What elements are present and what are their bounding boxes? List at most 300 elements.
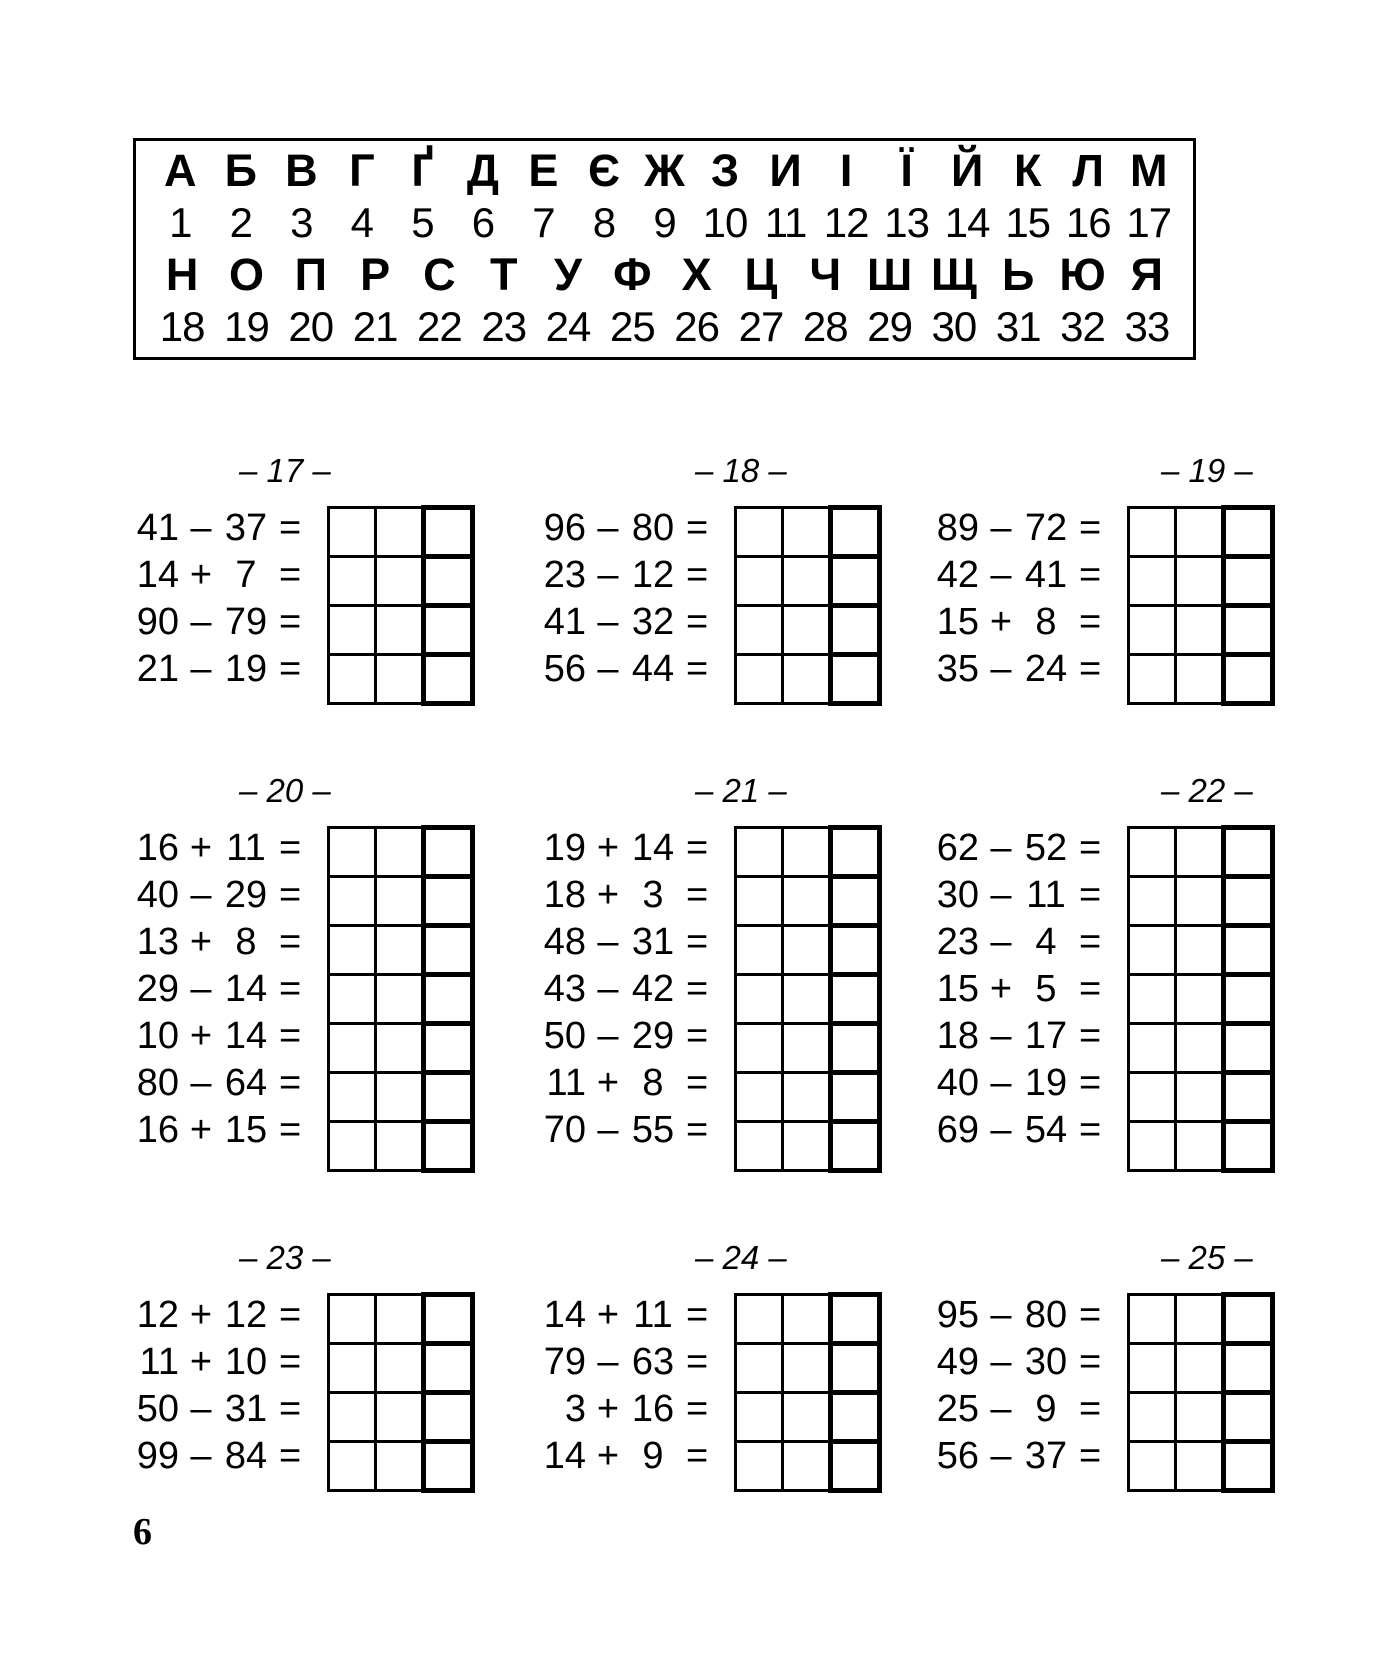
answer-cell: [783, 877, 831, 926]
equation-row: [133, 919, 305, 966]
group-body: [933, 505, 1283, 706]
answer-cell-result: [831, 1442, 880, 1491]
alphabet-numbers-row-2: [150, 301, 1179, 353]
answer-cell-result: [831, 1122, 880, 1171]
alphabet-letter: Е: [528, 145, 559, 196]
equation-row: [933, 1107, 1105, 1154]
alphabet-letter: О: [228, 249, 264, 300]
group-title: – 17 –: [239, 452, 331, 489]
operator: –: [597, 1341, 619, 1383]
alphabet-number: 10: [702, 199, 748, 246]
equation-row: [540, 1292, 712, 1339]
alphabet-number: 20: [288, 303, 334, 350]
answer-cell-result: [424, 828, 473, 877]
operator: –: [597, 601, 619, 643]
operator: +: [189, 1109, 213, 1151]
alphabet-letter: П: [294, 249, 327, 300]
answer-cell: [329, 1024, 376, 1073]
exercise-group: [540, 1236, 890, 1493]
equals-sign: =: [1079, 507, 1102, 549]
operand-second: 5: [1035, 968, 1057, 1010]
answer-cell: [376, 655, 424, 704]
answer-cell: [376, 1073, 424, 1122]
exercise-group: [133, 449, 483, 706]
operand-first: 16: [136, 827, 179, 869]
answer-grid-row: [329, 975, 473, 1024]
operand-second: 8: [1035, 601, 1057, 643]
equals-sign: =: [686, 1435, 709, 1477]
operator: +: [596, 1388, 620, 1430]
operand-first: 18: [936, 1015, 979, 1057]
alphabet-number: 31: [995, 303, 1041, 350]
answer-cell: [1129, 828, 1176, 877]
alphabet-letter: Ю: [1059, 249, 1106, 300]
equation-row: [133, 966, 305, 1013]
answer-grid: [1127, 505, 1275, 706]
operand-second: 11: [1026, 874, 1066, 916]
answer-cell-result: [424, 1295, 473, 1344]
equation-row: [933, 552, 1105, 599]
operand-first: 11: [139, 1341, 179, 1383]
answer-cell-result: [831, 926, 880, 975]
equals-sign: =: [1079, 1435, 1102, 1477]
answer-cell-result: [424, 926, 473, 975]
answer-cell: [783, 508, 831, 557]
answer-cell: [1176, 557, 1224, 606]
group-title: – 21 –: [695, 772, 787, 809]
exercise-group: [133, 1236, 483, 1493]
operand-first: 50: [543, 1015, 586, 1057]
alphabet-letter: Ч: [809, 249, 842, 300]
answer-cell: [736, 606, 783, 655]
alphabet-letter: Я: [1130, 249, 1164, 300]
operator: –: [990, 1435, 1012, 1477]
answer-cell: [1176, 1344, 1224, 1393]
answer-cell: [376, 1122, 424, 1171]
answer-cell: [783, 1024, 831, 1073]
answer-grid-row: [329, 828, 473, 877]
answer-cell: [1129, 606, 1176, 655]
answer-grid-row: [1129, 975, 1273, 1024]
alphabet-number: 19: [224, 303, 269, 350]
answer-cell: [1129, 655, 1176, 704]
equals-sign: =: [686, 968, 709, 1010]
answer-cell-result: [1224, 1122, 1273, 1171]
equation-row: [933, 1433, 1105, 1480]
operand-first: 13: [136, 921, 179, 963]
answer-cell: [1176, 828, 1224, 877]
answer-cell: [1176, 606, 1224, 655]
answer-grid-row: [736, 877, 880, 926]
group-body: [933, 1292, 1283, 1493]
operand-first: 48: [543, 921, 586, 963]
answer-cell: [736, 926, 783, 975]
answer-grid: [1127, 1292, 1275, 1493]
answer-grid: [327, 1292, 475, 1493]
operator: +: [596, 1062, 620, 1104]
operator: –: [597, 507, 619, 549]
exercise-group: [933, 1236, 1283, 1493]
operand-first: 18: [543, 874, 586, 916]
answer-grid-row: [1129, 1122, 1273, 1171]
answer-cell: [1129, 1073, 1176, 1122]
answer-cell-result: [424, 1073, 473, 1122]
operand-first: 30: [936, 874, 979, 916]
answer-cell: [376, 1442, 424, 1491]
equation-row: [540, 1107, 712, 1154]
operand-second: 11: [226, 827, 266, 869]
equals-sign: =: [279, 1388, 302, 1430]
alphabet-number: 27: [738, 303, 784, 350]
equation-row: [133, 646, 305, 693]
operand-second: 42: [631, 968, 675, 1010]
alphabet-number: 13: [884, 199, 929, 246]
answer-grid-row: [329, 1073, 473, 1122]
alphabet-table: [133, 138, 1196, 360]
answer-grid-row: [1129, 1295, 1273, 1344]
answer-cell-result: [831, 1024, 880, 1073]
equals-sign: =: [279, 1062, 302, 1104]
alphabet-letter: Ж: [644, 145, 685, 196]
operand-second: 84: [224, 1435, 268, 1477]
answer-grid-row: [329, 1393, 473, 1442]
equation-row: [933, 1386, 1105, 1433]
operator: +: [189, 1015, 213, 1057]
answer-cell-result: [831, 655, 880, 704]
answer-cell: [329, 1442, 376, 1491]
answer-grid: [327, 505, 475, 706]
answer-cell: [736, 1344, 783, 1393]
operand-first: 10: [136, 1015, 179, 1057]
operand-second: 19: [224, 648, 268, 690]
operand-second: 14: [631, 827, 675, 869]
equations-column: [133, 825, 305, 1154]
answer-cell: [1176, 508, 1224, 557]
alphabet-number: 26: [674, 303, 720, 350]
alphabet-letter: Ф: [613, 249, 652, 300]
answer-cell: [329, 1393, 376, 1442]
operator: –: [597, 648, 619, 690]
operand-first: 23: [543, 554, 586, 596]
answer-cell-result: [1224, 877, 1273, 926]
alphabet-letters-row-2: [150, 249, 1179, 301]
equals-sign: =: [686, 1294, 709, 1336]
answer-cell: [329, 1073, 376, 1122]
operator: –: [990, 1341, 1012, 1383]
answer-cell-result: [424, 1024, 473, 1073]
equals-sign: =: [279, 1294, 302, 1336]
answer-cell-result: [831, 1073, 880, 1122]
operator: –: [597, 554, 619, 596]
answer-cell-result: [424, 1344, 473, 1393]
operator: –: [190, 968, 212, 1010]
operator: +: [596, 874, 620, 916]
answer-cell: [376, 1393, 424, 1442]
answer-grid-row: [1129, 877, 1273, 926]
answer-cell: [376, 975, 424, 1024]
equals-sign: =: [279, 1341, 302, 1383]
answer-cell: [1129, 877, 1176, 926]
equations-column: [540, 505, 712, 693]
equals-sign: =: [279, 601, 302, 643]
equation-row: [540, 966, 712, 1013]
operator: –: [990, 1388, 1012, 1430]
operand-second: 54: [1024, 1109, 1068, 1151]
operand-second: 31: [631, 921, 675, 963]
group-title: – 20 –: [239, 772, 331, 809]
alphabet-number: 25: [609, 303, 655, 350]
answer-cell-result: [831, 1295, 880, 1344]
alphabet-letter: Г: [349, 145, 375, 196]
equals-sign: =: [686, 921, 709, 963]
operator: +: [189, 554, 213, 596]
equals-sign: =: [686, 827, 709, 869]
operator: +: [596, 827, 620, 869]
equation-row: [133, 1013, 305, 1060]
answer-cell-result: [424, 1442, 473, 1491]
operand-first: 42: [936, 554, 979, 596]
operand-second: 63: [631, 1341, 675, 1383]
equation-row: [933, 599, 1105, 646]
answer-cell: [736, 828, 783, 877]
answer-cell: [1176, 1024, 1224, 1073]
alphabet-number: 5: [411, 199, 434, 246]
equation-row: [540, 552, 712, 599]
operand-second: 11: [633, 1294, 673, 1336]
operand-second: 41: [1024, 554, 1068, 596]
answer-cell-result: [831, 557, 880, 606]
operand-second: 44: [631, 648, 675, 690]
equals-sign: =: [686, 1341, 709, 1383]
answer-cell: [329, 877, 376, 926]
group-title: – 19 –: [1161, 452, 1253, 489]
equals-sign: =: [279, 1109, 302, 1151]
answer-cell-result: [424, 508, 473, 557]
alphabet-letter: Ь: [1002, 249, 1035, 300]
operand-second: 32: [631, 601, 675, 643]
answer-grid-row: [736, 1295, 880, 1344]
answer-grid-row: [329, 926, 473, 975]
answer-grid-row: [736, 508, 880, 557]
equals-sign: =: [1079, 1294, 1102, 1336]
group-title: – 18 –: [695, 452, 787, 489]
operand-first: 15: [936, 601, 979, 643]
operand-second: 14: [224, 1015, 268, 1057]
equation-row: [133, 1433, 305, 1480]
exercise-group: [540, 449, 890, 706]
group-body: [933, 825, 1283, 1173]
alphabet-letter: Щ: [930, 249, 977, 300]
operator: –: [990, 921, 1012, 963]
alphabet-numbers-row-1: [150, 197, 1179, 249]
alphabet-number: 22: [417, 303, 462, 350]
operator: +: [596, 1435, 620, 1477]
answer-cell: [736, 1393, 783, 1442]
answer-cell: [1176, 1073, 1224, 1122]
operand-first: 15: [936, 968, 979, 1010]
answer-cell: [1176, 655, 1224, 704]
equation-row: [540, 1060, 712, 1107]
operator: +: [189, 921, 213, 963]
operand-second: 12: [224, 1294, 268, 1336]
alphabet-letter: Х: [681, 249, 712, 300]
equals-sign: =: [1079, 554, 1102, 596]
answer-cell: [783, 1295, 831, 1344]
answer-cell-result: [1224, 975, 1273, 1024]
alphabet-letter: М: [1129, 145, 1168, 196]
equals-sign: =: [279, 1015, 302, 1057]
equation-row: [933, 919, 1105, 966]
answer-cell: [736, 1295, 783, 1344]
equation-row: [933, 646, 1105, 693]
answer-cell-result: [831, 975, 880, 1024]
exercise-group: [540, 769, 890, 1173]
group-body: [133, 505, 483, 706]
equals-sign: =: [279, 921, 302, 963]
equals-sign: =: [1079, 1109, 1102, 1151]
operand-second: 19: [1024, 1062, 1068, 1104]
group-title: – 23 –: [239, 1239, 331, 1276]
operand-second: 52: [1024, 827, 1068, 869]
answer-cell-result: [1224, 655, 1273, 704]
answer-cell: [376, 508, 424, 557]
alphabet-letter: Ґ: [411, 145, 434, 196]
answer-cell-result: [831, 1344, 880, 1393]
alphabet-number: 14: [944, 199, 990, 246]
equation-row: [540, 872, 712, 919]
alphabet-letter: У: [554, 249, 583, 300]
group-body: [540, 505, 890, 706]
operator: –: [990, 1109, 1012, 1151]
operand-first: 69: [936, 1109, 979, 1151]
operand-second: 15: [224, 1109, 268, 1151]
equations-column: [933, 505, 1105, 693]
equation-row: [540, 505, 712, 552]
alphabet-letter: Л: [1072, 145, 1104, 196]
answer-cell-result: [424, 975, 473, 1024]
answer-cell: [329, 1122, 376, 1171]
equals-sign: =: [686, 1109, 709, 1151]
operator: –: [990, 827, 1012, 869]
answer-cell: [736, 557, 783, 606]
operand-first: 14: [543, 1435, 586, 1477]
alphabet-letter: З: [710, 145, 740, 196]
operator: +: [189, 1341, 213, 1383]
operator: –: [990, 874, 1012, 916]
answer-grid-row: [329, 655, 473, 704]
answer-cell-result: [424, 557, 473, 606]
equals-sign: =: [279, 648, 302, 690]
alphabet-number: 6: [471, 199, 495, 246]
alphabet-number: 16: [1065, 199, 1111, 246]
answer-cell: [376, 1295, 424, 1344]
operand-first: 70: [543, 1109, 586, 1151]
operand-second: 8: [235, 921, 257, 963]
answer-cell: [1129, 557, 1176, 606]
alphabet-letter: Д: [466, 145, 499, 196]
equals-sign: =: [686, 554, 709, 596]
answer-cell: [783, 1393, 831, 1442]
equation-row: [933, 1060, 1105, 1107]
equals-sign: =: [279, 554, 302, 596]
equals-sign: =: [279, 1435, 302, 1477]
answer-cell: [783, 975, 831, 1024]
equals-sign: =: [279, 874, 302, 916]
answer-cell: [376, 1344, 424, 1393]
group-body: [133, 825, 483, 1173]
answer-cell-result: [424, 1393, 473, 1442]
alphabet-number: 33: [1124, 303, 1170, 350]
answer-grid-row: [1129, 1073, 1273, 1122]
operand-first: 79: [543, 1341, 586, 1383]
operator: –: [990, 1294, 1012, 1336]
operand-second: 14: [224, 968, 268, 1010]
alphabet-letter: Б: [224, 145, 257, 196]
operand-second: 24: [1024, 648, 1068, 690]
answer-grid-row: [329, 1344, 473, 1393]
answer-grid-row: [329, 1442, 473, 1491]
answer-cell: [736, 655, 783, 704]
answer-cell: [1176, 1122, 1224, 1171]
operand-second: 7: [235, 554, 257, 596]
answer-cell: [783, 1442, 831, 1491]
answer-cell: [1176, 1393, 1224, 1442]
operand-first: 14: [136, 554, 179, 596]
equals-sign: =: [686, 648, 709, 690]
answer-cell: [736, 1122, 783, 1171]
exercise-group: [133, 769, 483, 1173]
equation-row: [133, 1292, 305, 1339]
operator: –: [597, 921, 619, 963]
equals-sign: =: [1079, 968, 1102, 1010]
operand-second: 55: [631, 1109, 675, 1151]
operator: –: [990, 648, 1012, 690]
operand-second: 79: [224, 601, 268, 643]
operand-first: 23: [936, 921, 979, 963]
operand-second: 4: [1035, 921, 1057, 963]
answer-cell-result: [831, 1393, 880, 1442]
exercise-group: [933, 769, 1283, 1173]
equals-sign: =: [1079, 1015, 1102, 1057]
answer-cell: [376, 877, 424, 926]
answer-cell-result: [1224, 1442, 1273, 1491]
alphabet-letter: В: [285, 145, 318, 196]
answer-grid-row: [736, 557, 880, 606]
answer-cell: [1176, 877, 1224, 926]
equation-row: [133, 1386, 305, 1433]
equation-row: [133, 552, 305, 599]
answer-grid-row: [1129, 1393, 1273, 1442]
answer-cell-result: [831, 606, 880, 655]
equation-row: [133, 1339, 305, 1386]
equation-row: [540, 646, 712, 693]
alphabet-letter: Ї: [900, 145, 913, 196]
operand-first: 3: [564, 1388, 586, 1430]
answer-cell: [736, 1073, 783, 1122]
answer-cell: [736, 508, 783, 557]
answer-grid-row: [736, 606, 880, 655]
operator: +: [989, 968, 1013, 1010]
group-title: – 24 –: [695, 1239, 787, 1276]
equals-sign: =: [279, 507, 302, 549]
operand-second: 9: [1035, 1388, 1057, 1430]
equations-column: [540, 1292, 712, 1480]
answer-cell: [329, 1344, 376, 1393]
answer-cell: [736, 877, 783, 926]
operand-first: 56: [936, 1435, 979, 1477]
answer-cell: [376, 557, 424, 606]
answer-cell-result: [424, 1122, 473, 1171]
